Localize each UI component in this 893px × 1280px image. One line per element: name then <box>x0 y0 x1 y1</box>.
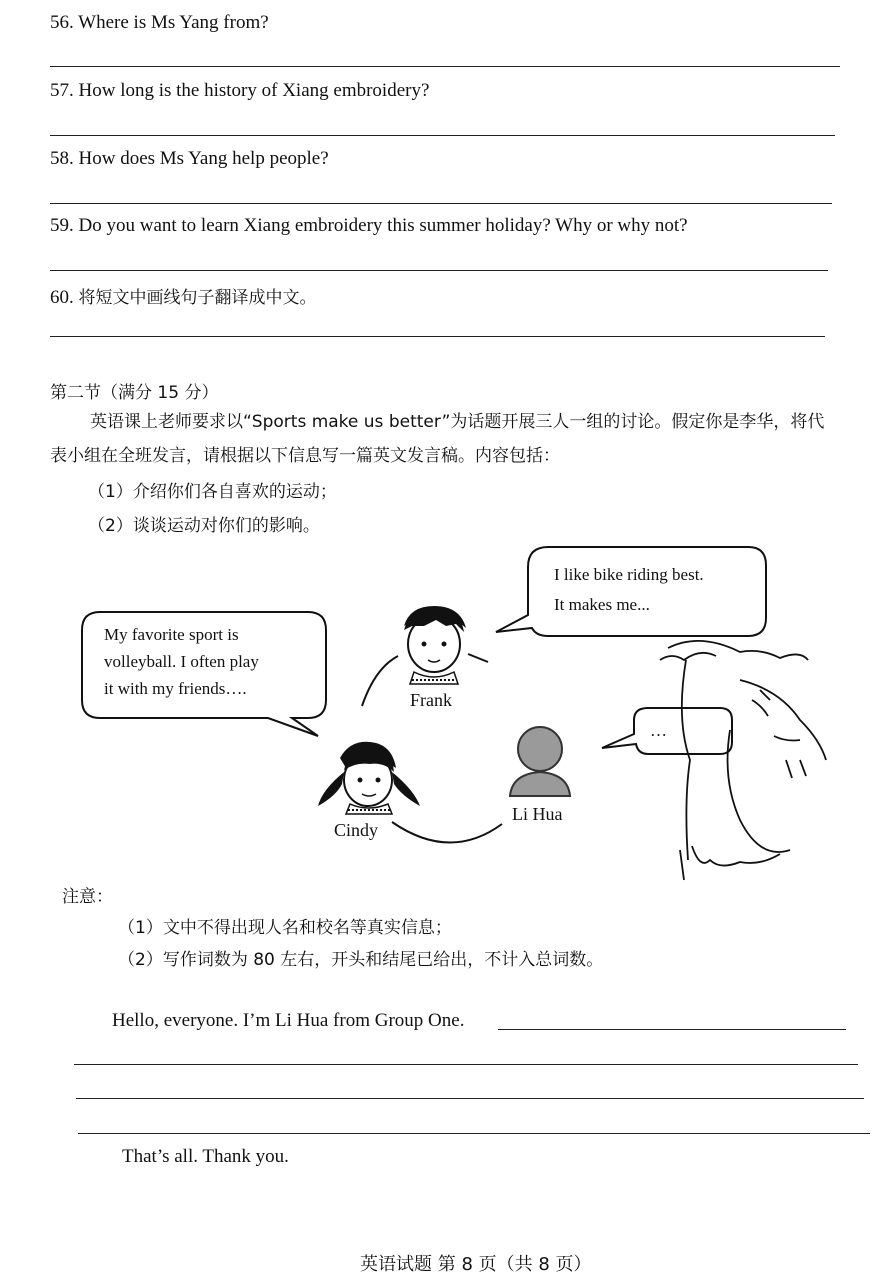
writing-closing: That’s all. Thank you. <box>122 1146 289 1167</box>
question-56 <box>50 12 269 34</box>
answer-line-57[interactable] <box>50 135 835 136</box>
writing-line-4[interactable] <box>78 1133 870 1134</box>
question-number: 57. <box>50 80 74 101</box>
answer-line-59[interactable] <box>50 270 828 271</box>
question-number: 56. <box>50 12 74 33</box>
question-57 <box>50 80 429 102</box>
content-point-1: （1）介绍你们各自喜欢的运动； <box>88 482 337 502</box>
arc-frank-lihua <box>468 654 488 662</box>
note-item-2: （2）写作词数为 80 左右，开头和结尾已给出，不计入总词数。 <box>118 950 604 970</box>
question-text: Do you want to learn Xiang embroidery this summer holiday? Why or why not? <box>78 215 688 236</box>
frank-bubble-line-2: It makes me... <box>554 595 650 614</box>
name-lihua: Li Hua <box>512 804 563 824</box>
frank-figure <box>404 606 466 684</box>
writing-line-2[interactable] <box>74 1064 858 1065</box>
question-text: 将短文中画线句子翻译成中文。 <box>78 288 317 308</box>
writing-line-3[interactable] <box>76 1098 864 1099</box>
question-60 <box>50 283 317 309</box>
content-point-2: （2）谈谈运动对你们的影响。 <box>88 516 320 536</box>
cindy-bubble-line-2: volleyball. I often play <box>104 652 259 671</box>
question-text: How long is the history of Xiang embroidery? <box>78 80 430 101</box>
lihua-speech-bubble <box>602 708 732 754</box>
question-number: 60. <box>50 287 74 308</box>
lihua-figure <box>510 727 570 796</box>
question-text: How does Ms Yang help people? <box>78 148 329 169</box>
question-text: Where is Ms Yang from? <box>78 12 269 33</box>
notes-title: 注意： <box>62 887 113 907</box>
answer-line-58[interactable] <box>50 203 832 204</box>
section-intro: 英语课上老师要求以“Sports make us better”为话题开展三人一组的讨论。假定你是李华，将代表小组在全班发言，请根据以下信息写一篇英文发言稿。内容包括： <box>50 412 825 466</box>
margin-doodle <box>660 641 826 880</box>
cindy-bubble-line-3: it with my friends…. <box>104 679 247 698</box>
answer-line-56[interactable] <box>50 66 840 67</box>
lihua-bubble-text: … <box>650 721 667 740</box>
question-59 <box>50 215 688 237</box>
name-frank: Frank <box>410 690 452 710</box>
cindy-bubble-line-1: My favorite sport is <box>104 625 239 644</box>
page-footer: 英语试题 第 8 页（共 8 页） <box>360 1254 592 1275</box>
cindy-figure <box>318 742 420 814</box>
answer-line-60[interactable] <box>50 336 825 337</box>
arc-cindy-frank <box>362 656 398 706</box>
arc-lihua-cindy <box>392 822 502 843</box>
question-58 <box>50 148 329 170</box>
section-title: 第二节（满分 15 分） <box>50 383 219 403</box>
question-number: 59. <box>50 215 74 236</box>
question-number: 58. <box>50 148 74 169</box>
name-cindy: Cindy <box>334 820 379 840</box>
note-item-1: （1）文中不得出现人名和校名等真实信息； <box>118 918 452 938</box>
writing-opening: Hello, everyone. I’m Li Hua from Group One. <box>112 1010 465 1031</box>
frank-bubble-line-1: I like bike riding best. <box>554 565 704 584</box>
writing-line-1[interactable] <box>498 1029 846 1030</box>
